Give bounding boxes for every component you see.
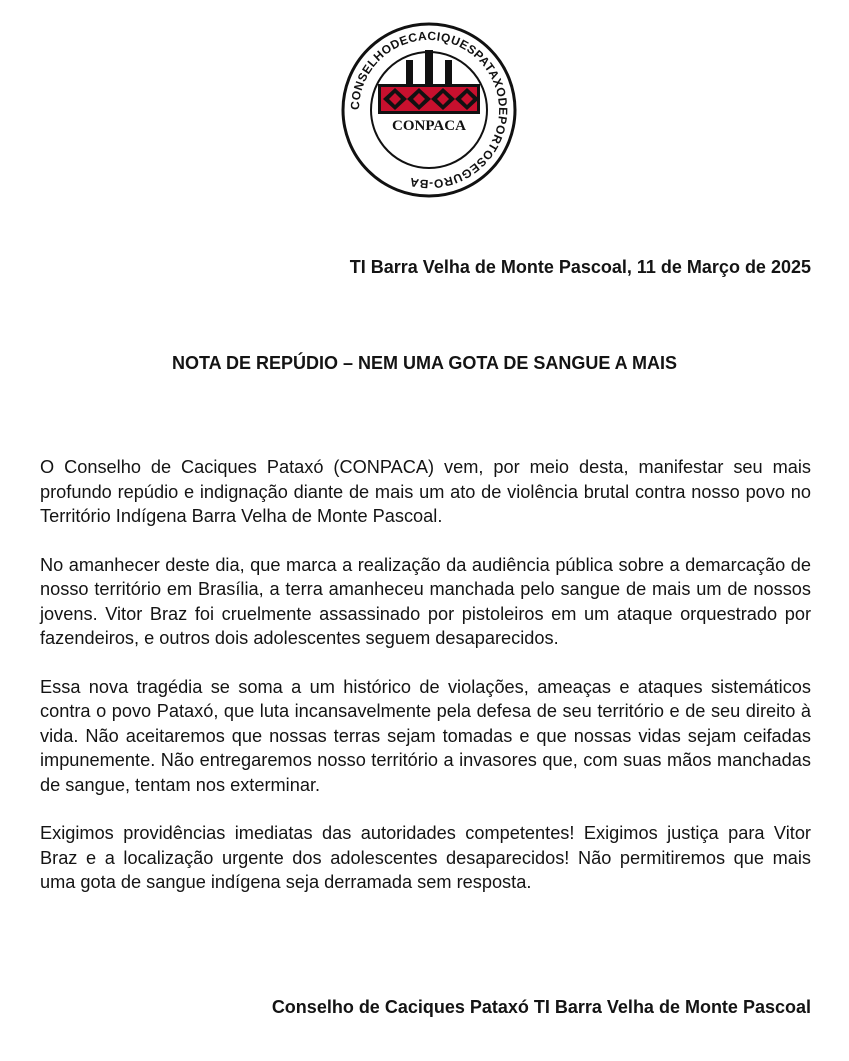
- logo-ring-text: CONSELHODECACIQUESPATAXODEPORTOSEGURO-BA: [347, 28, 511, 192]
- paragraph: Exigimos providências imediatas das autoridades competentes! Exigimos justiça para Vitor Braz e a localização urgente dos adolescentes desaparecidos! Não permitiremos que mais uma gota de sangue indígena seja derramada sem resposta.: [40, 823, 811, 892]
- document-title: NOTA DE REPÚDIO – NEM UMA GOTA DE SANGUE A MAIS: [171, 353, 678, 373]
- dateline: TI Barra Velha de Monte Pascoal, 11 de Março de 2025: [349, 257, 811, 277]
- paragraph: O Conselho de Caciques Pataxó (CONPACA) vem, por meio desta, manifestar seu mais profundo repúdio e indignação diante de mais um ato de violência brutal contra nosso povo no Território Indígena Barra Velha de Monte Pascoal.: [40, 457, 811, 526]
- conpaca-logo: [339, 20, 519, 200]
- logo-name: CONPACA: [392, 118, 466, 134]
- paragraph: Essa nova tragédia se soma a um histórico de violações, ameaças e ataques sistemáticos contra o povo Pataxó, que luta incansavelmente pela defesa de seu território e de seu direito à vida. Não aceitaremos que nossas terras sejam tomadas e que nossas vidas sejam ceifadas impunemente. Não entregaremos nosso território a invasores que, com suas mãos manchadas de sangue, tentam nos exterminar.: [40, 676, 811, 795]
- document-body: [40, 455, 811, 919]
- paragraph: No amanhecer deste dia, que marca a realização da audiência pública sobre a demarcação de nosso território em Brasília, a terra amanheceu manchada pelo sangue de mais um de nossos jovens. Vitor Braz foi cruelmente assassinado por pistoleiros em um ataque orquestrado por fazendeiros, e outros dois adolescentes seguem desaparecidos.: [40, 554, 811, 648]
- signature: Conselho de Caciques Pataxó TI Barra Velha de Monte Pascoal: [271, 997, 811, 1017]
